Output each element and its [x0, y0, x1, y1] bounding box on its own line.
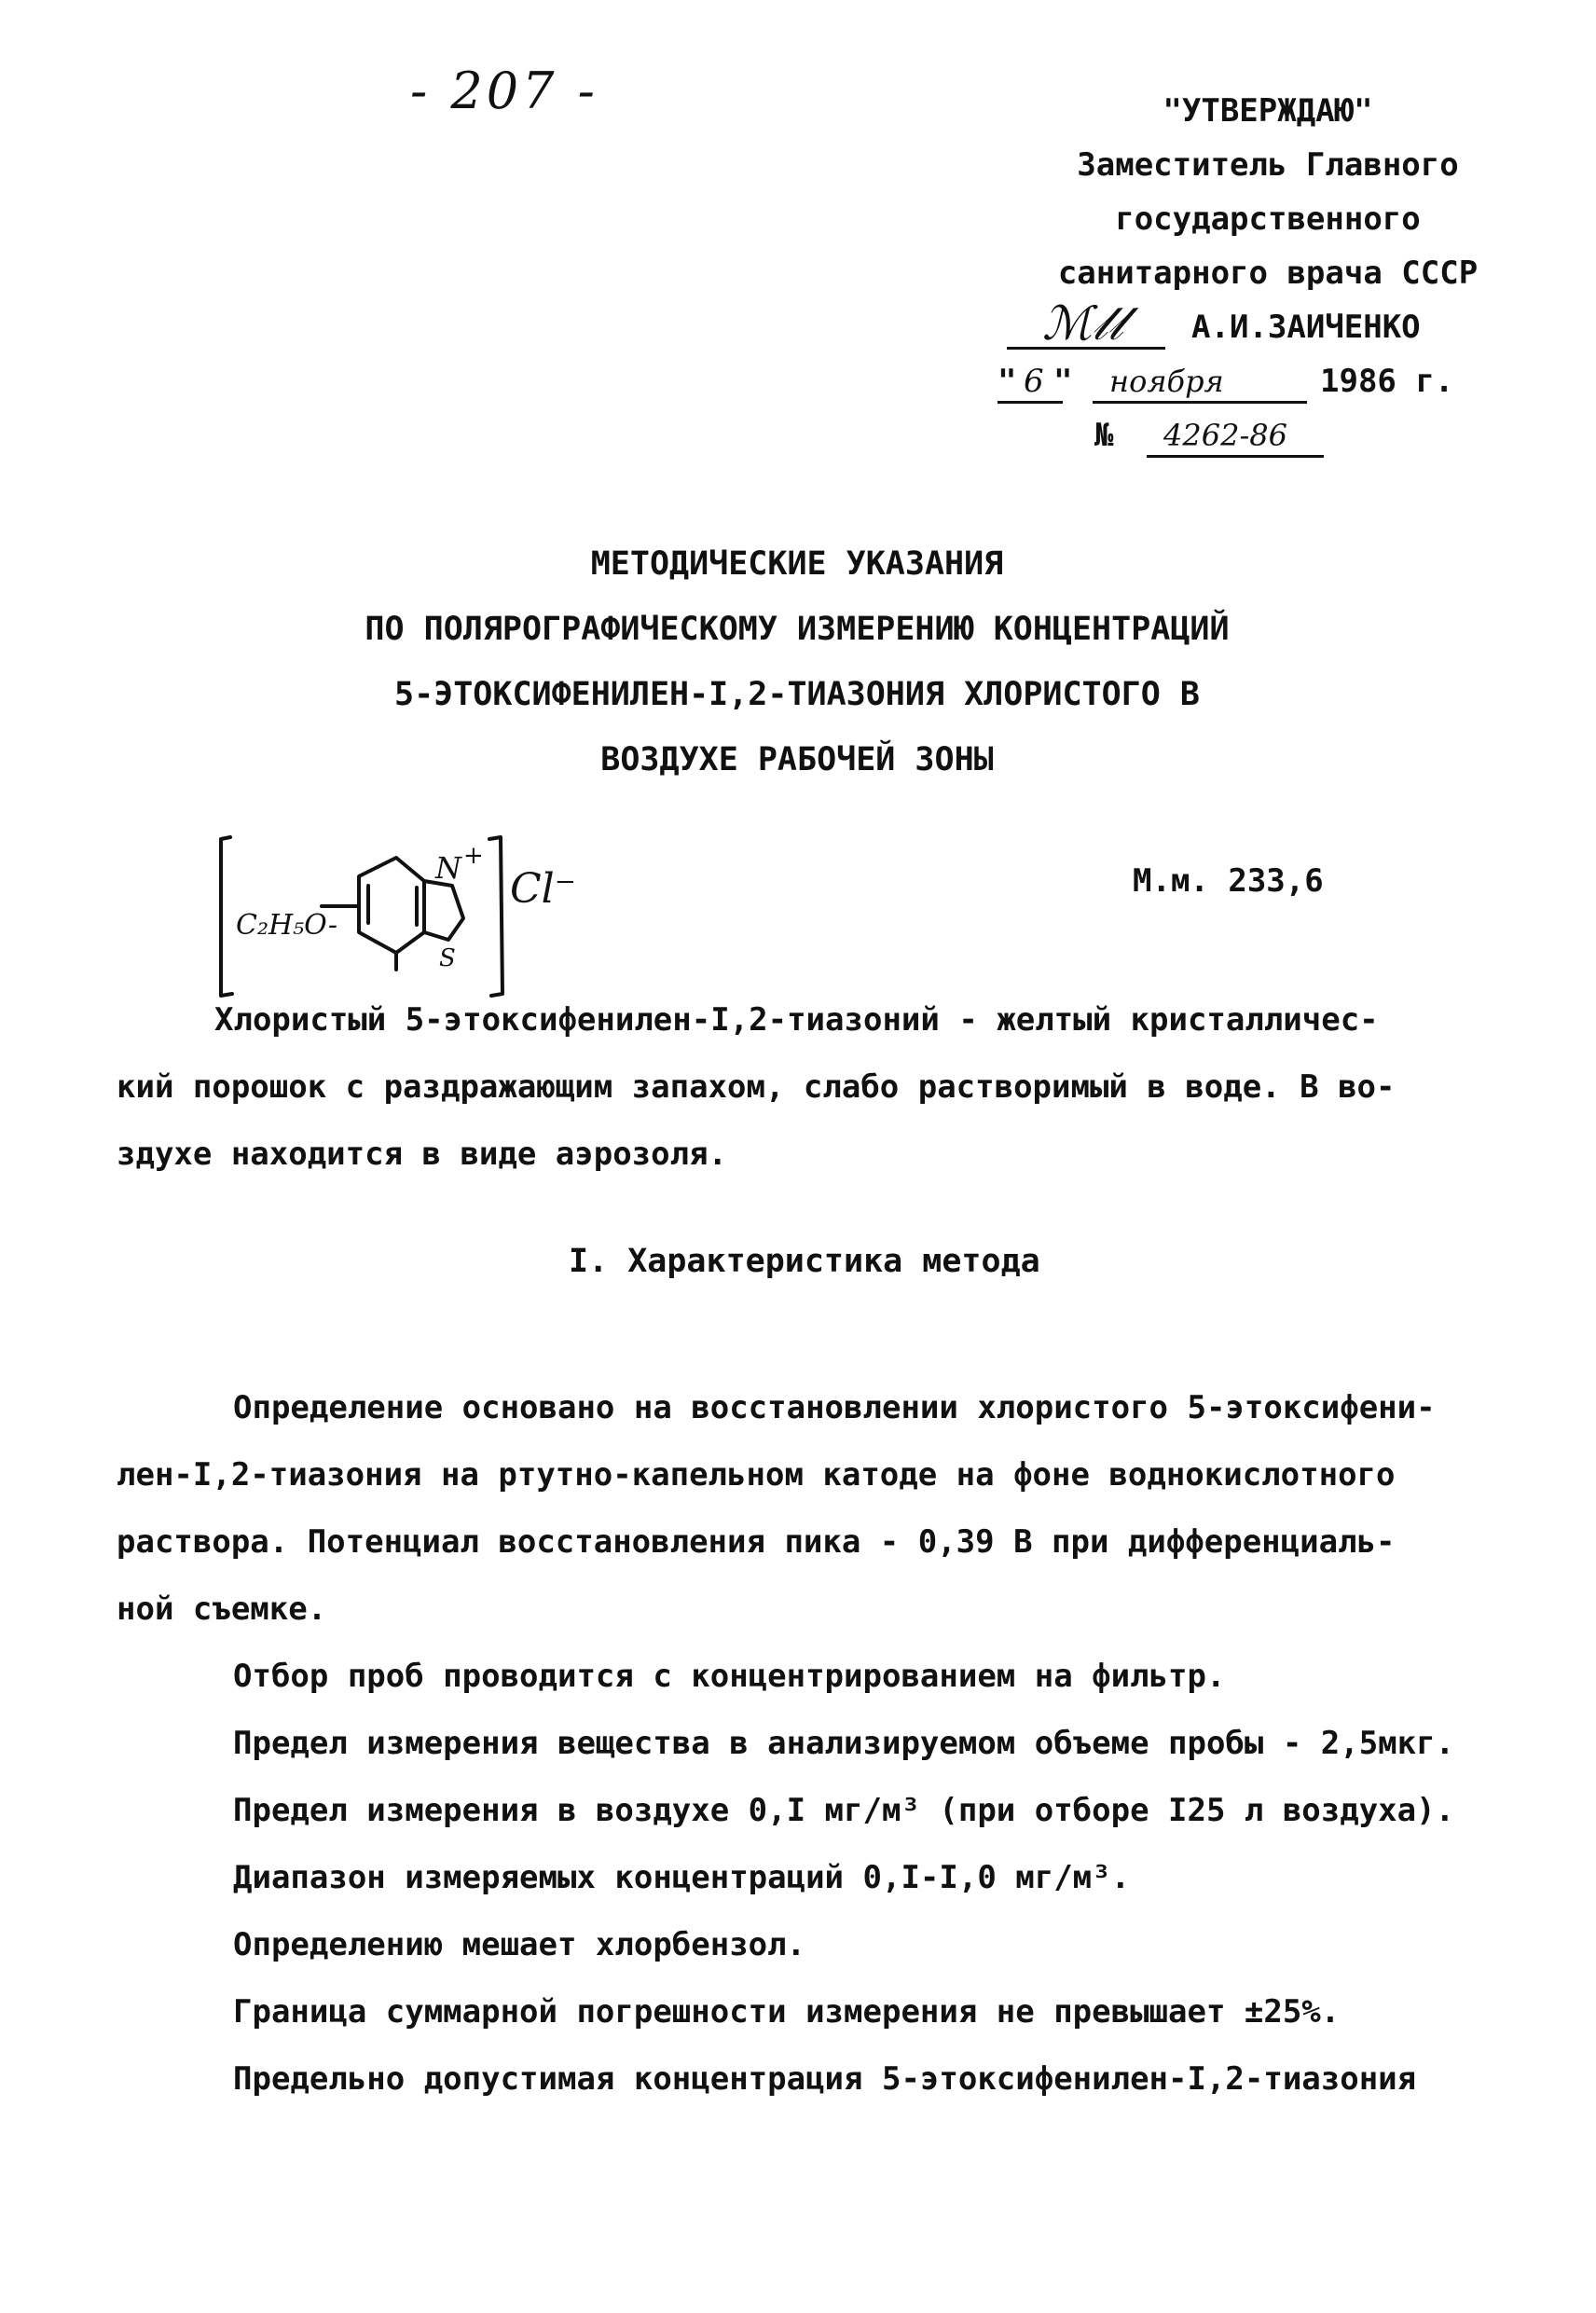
title-line: 5-ЭТОКСИФЕНИЛЕН-I,2-ТИАЗОНИЯ ХЛОРИСТОГО В [394, 676, 1200, 713]
list-item: Определению мешает хлорбензол. [233, 1926, 806, 1963]
structural-formula [219, 830, 611, 1007]
paragraph-line: ной съемке. [117, 1590, 327, 1628]
left-bracket [221, 837, 232, 996]
approval-position-line2: государственного [1115, 200, 1421, 238]
number-underline [1147, 455, 1324, 458]
molecular-weight: М.м. 233,6 [1133, 862, 1324, 900]
section-heading: I. Характеристика метода [569, 1243, 1040, 1280]
date-month-underline [1093, 401, 1307, 404]
list-item: Граница суммарной погрешности измерения не превышает ±25%. [233, 1993, 1341, 2031]
date-month: ноября [1109, 364, 1224, 399]
list-item: Предельно допустимая концентрация 5-этоксифенилен-I,2-тиазония [233, 2060, 1417, 2098]
open-quote: " [998, 363, 1017, 400]
approval-position-line3: санитарного врача СССР [1057, 255, 1479, 292]
approval-block [988, 84, 1548, 462]
date-day: 6 [1024, 363, 1044, 400]
list-item: Предел измерения вещества в анализируемом объеме пробы - 2,5мкг. [233, 1725, 1455, 1762]
counter-ion-label: Cl⁻ [510, 865, 576, 913]
number-row [988, 408, 1548, 462]
title-line: ВОЗДУХЕ РАБОЧЕЙ ЗОНЫ [600, 741, 994, 778]
approval-stamp: "УТВЕРЖДАЮ" [1163, 92, 1373, 130]
nitrogen-label: N [435, 850, 461, 886]
description-line: Хлористый 5-этоксифенилен-I,2-тиазоний - желтый кристалличес- [214, 1001, 1379, 1039]
thiazole-ring [424, 881, 463, 940]
signatory-name: А.И.ЗАИЧЕНКО [1191, 309, 1421, 346]
description-line: здухе находится в виде аэрозоля. [117, 1136, 728, 1173]
paragraph-line: лен-I,2-тиазония на ртутно-капельном катоде на фоне воднокислотного [117, 1456, 1396, 1494]
title-line: ПО ПОЛЯРОГРАФИЧЕСКОМУ ИЗМЕРЕНИЮ КОНЦЕНТРАЦИЙ [365, 611, 1230, 648]
paragraph-line: раствора. Потенциал восстановления пика - 0,39 В при дифференциаль- [117, 1523, 1396, 1561]
list-item: Отбор проб проводится с концентрированием на фильтр. [233, 1658, 1226, 1695]
sulfur-label: S [439, 944, 456, 972]
document-title [186, 531, 1408, 792]
approval-position-line1: Заместитель Главного [1077, 146, 1459, 184]
date-year: 1986 г. [1320, 363, 1454, 400]
list-item: Предел измерения в воздухе 0,I мг/м³ (при отборе I25 л воздуха). [233, 1792, 1455, 1829]
number-mark: № [1094, 417, 1114, 454]
right-bracket [489, 837, 502, 996]
date-day-underline [998, 401, 1063, 404]
paragraph-line: Определение основано на восстановлении хлористого 5-этоксифени- [233, 1389, 1436, 1426]
charge-label: + [463, 842, 484, 870]
handwritten-signature: ℳ𝓁𝓁 [1042, 296, 1123, 351]
document-number: 4262-86 [1163, 418, 1287, 453]
close-quote: " [1053, 363, 1073, 400]
description-line: кий порошок с раздражающим запахом, слабо растворимый в воде. В во- [117, 1068, 1396, 1106]
signature-row [988, 296, 1548, 354]
page-number: - 207 - [410, 62, 598, 120]
date-row [988, 354, 1548, 408]
list-item: Диапазон измеряемых концентраций 0,I-I,0 мг/м³. [233, 1859, 1131, 1896]
signature-line [1007, 347, 1165, 350]
substituent-label: C₂H₅O- [236, 909, 337, 942]
title-line: МЕТОДИЧЕСКИЕ УКАЗАНИЯ [590, 545, 1004, 583]
